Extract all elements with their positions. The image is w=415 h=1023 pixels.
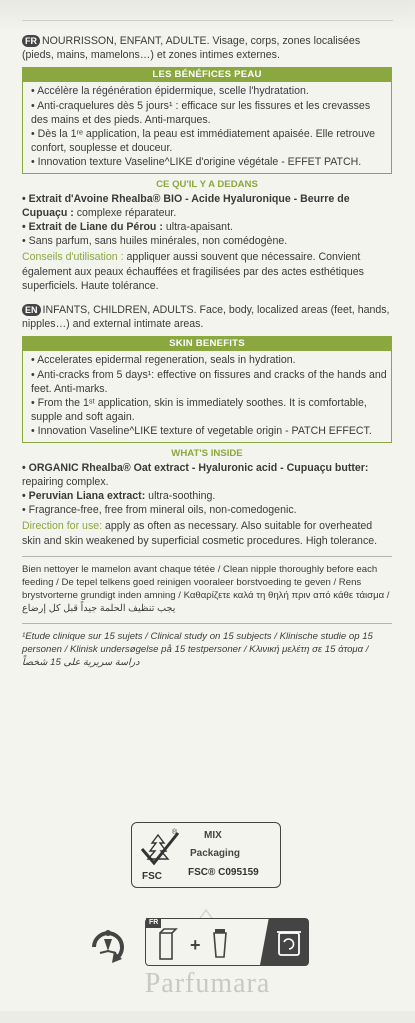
fr-advice: [22, 250, 392, 293]
fr-advice-text: appliquer aussi souvent que nécessaire. Convient également aux peaux échauffées et fragilisées par des actes esthétiques superficiels. Haute tolérance.: [22, 251, 364, 292]
fr-ingredient-3: • Sans parfum, sans huiles minérales, non comédogène.: [22, 235, 288, 248]
recycling-bin-panel: [260, 919, 308, 965]
fr-ingredient-2-desc: ultra-apaisant.: [162, 221, 233, 234]
multilingual-nipple-instruction: Bien nettoyer le mamelon avant chaque tétée / Clean nipple thoroughly before each feeding / De tepel telkens goed reinigen vooraleer borstvoeding te geven / Rens brystvorterne grundigt inden amning / Καθαρίζετε καλά τη θηλή πριν από κάθε τάισμα / يجب تنظيف الحلمة جيداً قبل كل إرضاع: [22, 563, 390, 614]
fr-ingredient-1: [22, 192, 392, 220]
en-ingredient-3: • Fragrance-free, free from mineral oils, non-comedogenic.: [22, 504, 297, 517]
fsc-packaging-text: Packaging: [190, 848, 241, 859]
fr-language-badge: FR: [22, 35, 40, 47]
divider: [22, 623, 392, 624]
fsc-license-code: FSC® C095159: [188, 867, 259, 878]
box-top-flap: [0, 0, 415, 30]
fr-benefit-item: • Dès la 1ʳᵉ application, la peau est immédiatement apaisée. Elle retrouve confort, souplesse et douceur.: [31, 128, 376, 155]
en-ingredient-1-name: • ORGANIC Rhealba® Oat extract - Hyaluronic acid - Cupuaçu butter:: [22, 461, 369, 474]
recycling-bin-icon: [276, 927, 302, 957]
en-advice-text: apply as often as necessary. Also suitable for overheated skin and skin weakened by superficial cosmetic procedures. High tolerance.: [22, 520, 378, 547]
fr-ingredient-2-name: • Extrait de Liane du Pérou :: [22, 221, 163, 234]
en-ingredient-2: [22, 489, 392, 503]
fr-benefits-box: [22, 67, 392, 173]
fr-ingredient-1-name: • Extrait d'Avoine Rhealba® BIO - Acide Hyaluronique - Beurre de Cupuaçu :: [22, 192, 350, 219]
fr-ingredient-1-desc: complexe réparateur.: [73, 206, 177, 219]
clinical-study-footnote: ¹Etude clinique sur 15 sujets / Clinical study on 15 subjects / Klinische studie op 15 personen / Klinisk undersøgelse på 15 testpersoner / Κλινική μελέτη σε 15 άτομα / دراسة سريرية على 15 شخصاً: [22, 630, 373, 668]
svg-text:+: +: [190, 935, 201, 955]
en-benefit-item: • Accelerates epidermal regeneration, seals in hydration.: [31, 354, 296, 367]
triman-recycling-icon: [84, 917, 132, 969]
label-text-panel: [22, 34, 392, 669]
en-language-badge: EN: [22, 304, 41, 316]
fr-inside-title: CE QU'IL Y A DEDANS: [156, 178, 258, 190]
en-ingredient-1: [22, 461, 392, 489]
sorting-country-label: FR: [146, 918, 161, 928]
fr-ingredient-2: [22, 220, 392, 234]
en-ingredient-2-name: • Peruvian Liana extract:: [22, 490, 146, 503]
fr-benefit-item: • Anti-craquelures dès 5 jours¹ : efficace sur les fissures et les crevasses des mains et des pieds. Anti-marques.: [31, 99, 371, 126]
en-intro-text: INFANTS, CHILDREN, ADULTS. Face, body, localized areas (feet, hands, nipples…) and external intimate areas.: [22, 304, 390, 331]
en-advice: [22, 519, 392, 547]
en-ingredient-2-desc: ultra-soothing.: [145, 490, 216, 503]
box-bottom-edge: [0, 1011, 415, 1023]
box-and-tube-icon: [156, 927, 256, 961]
en-benefit-item: • Innovation Vaseline^LIKE texture of vegetable origin - PATCH EFFECT.: [31, 425, 372, 438]
en-benefit-item: • From the 1ˢᵗ application, skin is immediately soothes. It is comfortable, supple and soft again.: [31, 397, 367, 424]
en-advice-label: Direction for use:: [22, 520, 103, 533]
recycling-sorting-info: [145, 918, 309, 966]
divider: [22, 556, 392, 557]
fsc-label: FSC: [142, 871, 162, 882]
fsc-mix-logo: [131, 822, 281, 888]
fr-intro: [22, 34, 392, 62]
en-intro: [22, 303, 392, 331]
en-benefits-title: SKIN BENEFITS: [23, 337, 391, 351]
fr-benefits-title: LES BÉNÉFICES PEAU: [23, 68, 391, 82]
registered-mark: ®: [172, 829, 178, 836]
en-ingredient-1-desc: repairing complex.: [22, 475, 109, 488]
watermark-text: Parfumara: [144, 968, 271, 999]
fr-benefit-item: • Innovation texture Vaseline^LIKE d'origine végétale - EFFET PATCH.: [31, 156, 362, 169]
fr-benefit-item: • Accélère la régénération épidermique, scelle l'hydratation.: [31, 85, 309, 98]
fsc-mix-text: MIX: [204, 830, 222, 841]
fr-advice-label: Conseils d'utilisation :: [22, 251, 124, 264]
en-inside-title: WHAT'S INSIDE: [171, 447, 243, 459]
en-benefit-item: • Anti-cracks from 5 days¹: effective on fissures and cracks of the hands and feet. Anti-marks.: [31, 368, 387, 395]
fr-intro-text: NOURRISSON, ENFANT, ADULTE. Visage, corps, zones localisées (pieds, mains, mamelons…) et zones intimes externes.: [22, 35, 361, 62]
en-benefits-box: [22, 336, 392, 442]
